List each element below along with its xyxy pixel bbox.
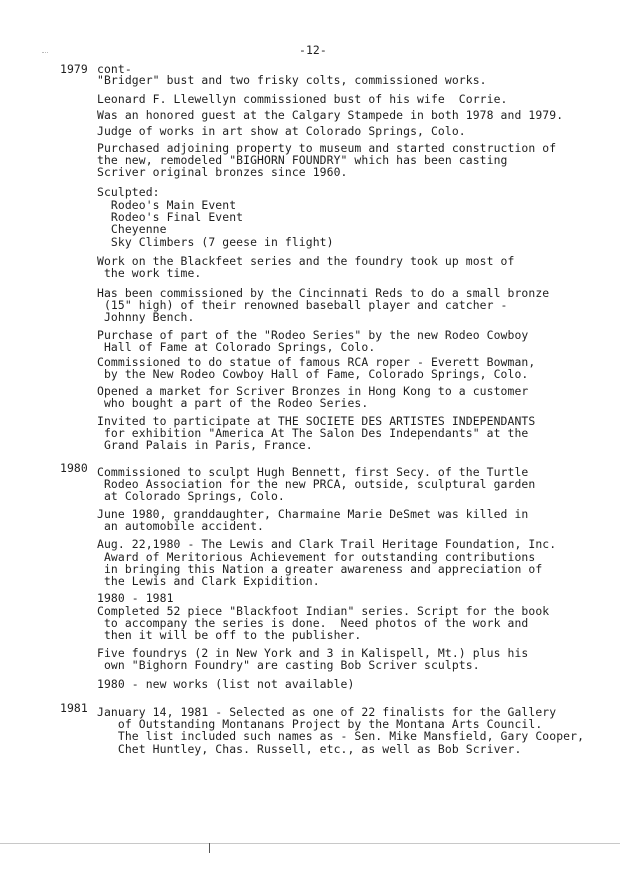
- text-line: Cheyenne: [97, 222, 167, 236]
- text-line: by the New Rodeo Cowboy Hall of Fame, Colorado Springs, Colo.: [97, 367, 529, 381]
- text-line: cont-: [97, 62, 132, 76]
- text-line: Rodeo's Final Event: [97, 210, 244, 224]
- text-line: Scriver original bronzes since 1960.: [97, 165, 348, 179]
- text-line: of Outstanding Montanans Project by the Montana Arts Council.: [97, 717, 543, 731]
- text-line: the new, remodeled "BIGHORN FOUNDRY" which has been casting: [97, 153, 508, 167]
- text-line: (15" high) of their renowned baseball player and catcher -: [97, 298, 508, 312]
- text-line: for exhibition "America At The Salon Des Independants" at the: [97, 426, 529, 440]
- year-1981: 1981: [60, 701, 88, 715]
- text-line: Grand Palais in Paris, France.: [97, 438, 313, 452]
- text-line: Judge of works in art show at Colorado Springs, Colo.: [97, 124, 466, 138]
- text-line: own "Bighorn Foundry" are casting Bob Scriver sculpts.: [97, 658, 480, 672]
- text-line: the Lewis and Clark Expidition.: [97, 574, 320, 588]
- text-line: Commissioned to sculpt Hugh Bennett, first Secy. of the Turtle: [97, 465, 529, 479]
- text-line: at Colorado Springs, Colo.: [97, 489, 285, 503]
- text-line: Sculpted:: [97, 185, 160, 199]
- margin-mark: [42, 52, 48, 55]
- text-line: Johnny Bench.: [97, 310, 195, 324]
- text-line: then it will be off to the publisher.: [97, 628, 362, 642]
- text-line: Leonard F. Llewellyn commissioned bust of his wife Corrie.: [97, 92, 508, 106]
- year-1979: 1979: [60, 62, 88, 76]
- text-line: Purchased adjoining property to museum and started construction of: [97, 141, 557, 155]
- page-number: -12-: [299, 43, 327, 57]
- text-line: in bringing this Nation a greater awareness and appreciation of: [97, 562, 543, 576]
- text-line: Five foundrys (2 in New York and 3 in Kalispell, Mt.) plus his: [97, 646, 529, 660]
- text-line: the work time.: [97, 266, 202, 280]
- text-line: to accompany the series is done. Need photos of the work and: [97, 616, 529, 630]
- text-line: Opened a market for Scriver Bronzes in Hong Kong to a customer: [97, 384, 529, 398]
- year-1980: 1980: [60, 461, 88, 475]
- text-line: Commissioned to do statue of famous RCA roper - Everett Bowman,: [97, 355, 536, 369]
- text-line: Rodeo Association for the new PRCA, outside, sculptural garden: [97, 477, 536, 491]
- text-line: an automobile accident.: [97, 519, 264, 533]
- text-line: 1980 - new works (list not available): [97, 677, 355, 691]
- text-line: Work on the Blackfeet series and the foundry took up most of: [97, 254, 515, 268]
- text-line: Chet Huntley, Chas. Russell, etc., as well as Bob Scriver.: [97, 742, 522, 756]
- text-line: Hall of Fame at Colorado Springs, Colo.: [97, 340, 376, 354]
- text-line: who bought a part of the Rodeo Series.: [97, 396, 369, 410]
- text-line: Award of Meritorious Achievement for outstanding contributions: [97, 550, 536, 564]
- text-line: Invited to participate at THE SOCIETE DES ARTISTES INDEPENDANTS: [97, 414, 536, 428]
- text-line: Purchase of part of the "Rodeo Series" by the new Rodeo Cowboy: [97, 328, 529, 342]
- text-line: June 1980, granddaughter, Charmaine Marie DeSmet was killed in: [97, 507, 529, 521]
- text-line: Sky Climbers (7 geese in flight): [97, 235, 334, 249]
- text-line: Was an honored guest at the Calgary Stampede in both 1978 and 1979.: [97, 108, 564, 122]
- text-line: Completed 52 piece "Blackfoot Indian" series. Script for the book: [97, 604, 550, 618]
- text-line: "Bridger" bust and two frisky colts, commissioned works.: [97, 73, 487, 87]
- text-line: January 14, 1981 - Selected as one of 22 finalists for the Gallery: [97, 705, 557, 719]
- page-bottom-rule: [0, 843, 620, 844]
- text-line: The list included such names as - Sen. Mike Mansfield, Gary Cooper,: [97, 729, 585, 743]
- text-line: Aug. 22,1980 - The Lewis and Clark Trail Heritage Foundation, Inc.: [97, 537, 557, 551]
- text-line: Rodeo's Main Event: [97, 198, 237, 212]
- page-bottom-tick: [209, 843, 210, 853]
- text-line: Has been commissioned by the Cincinnati Reds to do a small bronze: [97, 286, 550, 300]
- text-line: 1980 - 1981: [97, 591, 174, 605]
